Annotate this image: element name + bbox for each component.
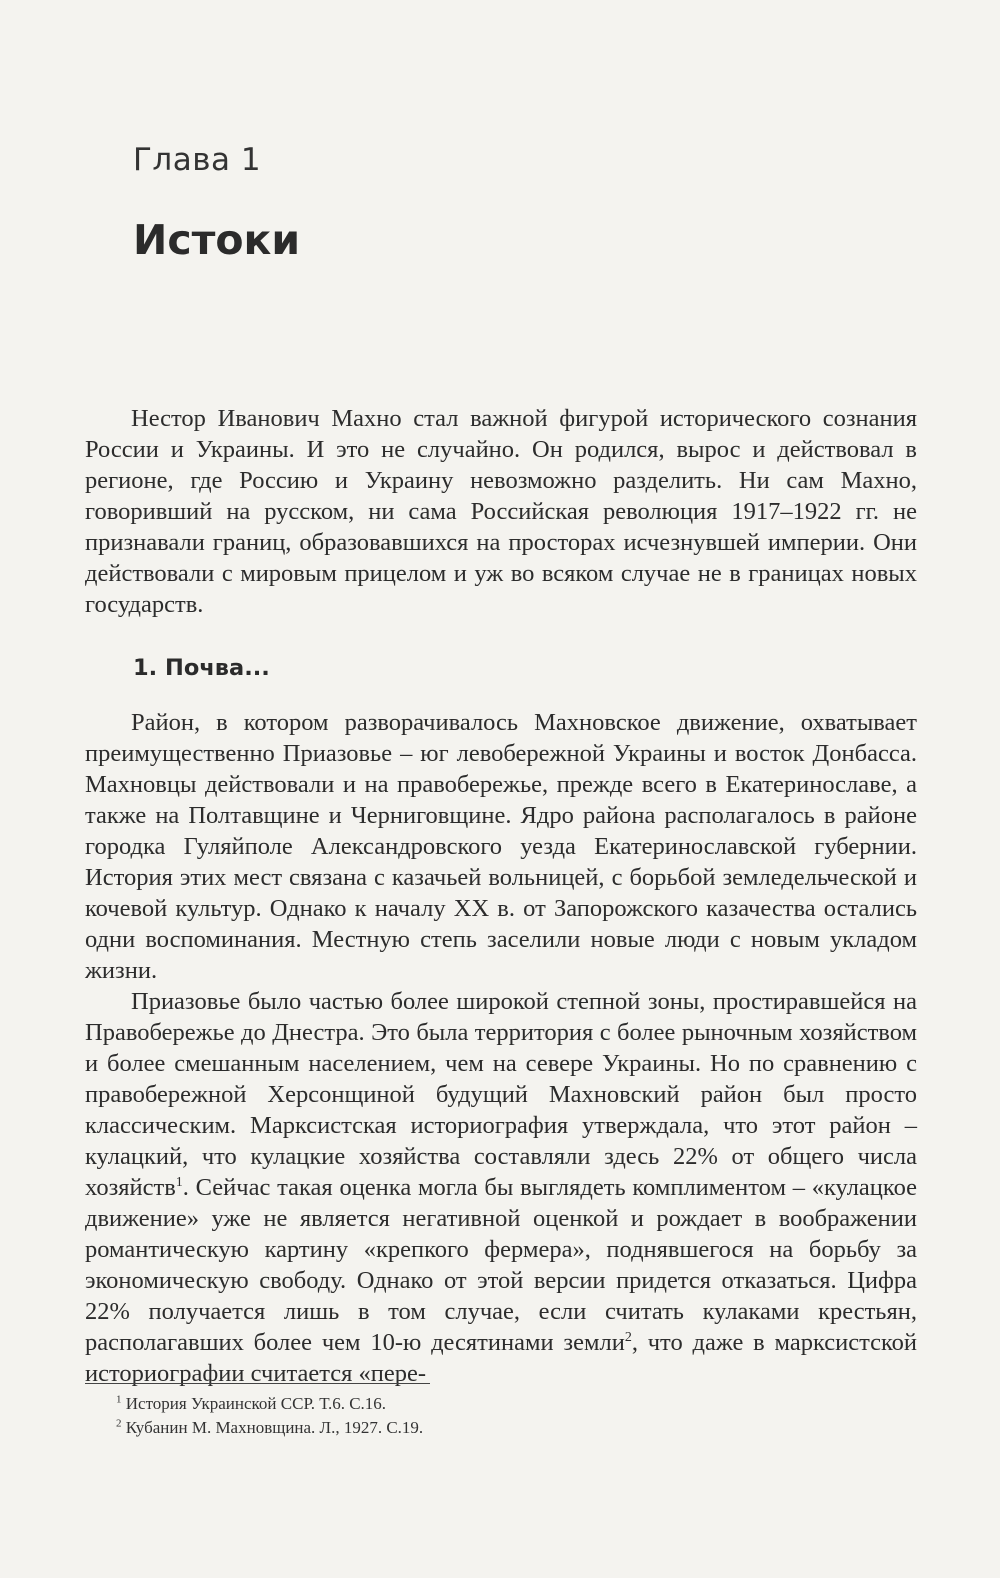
body-paragraph-2-part-a: Приазовье было частью более широкой степной зоны, простиравшейся на Правобережье до Днестра. Это была территория с более рыночным хозяйством и более смешанным населением, чем на севере Украины. Но по сравнению с правобережной Херсонщиной будущий Махновский район был просто классическим. Марксистская историография утверждала, что этот район – кулацкий, что кулацкие хозяйства составляли здесь 22% от общего числа хозяйств: [85, 988, 917, 1201]
footnote-divider: [85, 1383, 430, 1384]
footnote-text: Кубанин М. Махновщина. Л., 1927. С.19.: [125, 1418, 424, 1437]
body-paragraph-2-part-b: . Сейчас такая оценка могла бы выглядеть комплиментом – «кулацкое движение» уже не является негативной оценкой и рождает в воображении романтическую картину «крепкого фермера», поднявшегося на борьбу за экономическую свободу. Однако от этой версии придется отказаться. Цифра 22% получается лишь в том случае, если считать кулаками крестьян, располагавших более чем 10-ю десятинами земли: [85, 1174, 917, 1356]
intro-paragraph: Нестор Иванович Махно стал важной фигурой исторического сознания России и Украины. И это не случайно. Он родился, вырос и действовал в регионе, где Россию и Украину невозможно разделить. Ни сам Махно, говоривший на русском, ни сама Российская революция 1917–1922 гг. не признавали границ, образовавшихся на просторах исчезнувшей империи. Они действовали с мировым прицелом и уж во всяком случае не в границах новых государств.: [85, 405, 917, 618]
footnote-number: 2: [116, 1417, 122, 1430]
footnote-number: 1: [116, 1393, 122, 1406]
body-paragraph-2-part-c: , что даже в марксистской историографии считается «пере-: [85, 1329, 918, 1387]
section-heading: 1. Почва...: [133, 655, 270, 681]
body-paragraph-1: Район, в котором разворачивалось Махновское движение, охватывает преимущественно Приазовье – юг левобережной Украины и восток Донбасса. Махновцы действовали и на правобережье, прежде всего в Екатеринославе, а также на Полтавщине и Черниговщине. Ядро района располагалось в районе городка Гуляйполе Александровского уезда Екатеринославской губернии. История этих мест связана с казачьей вольницей, с борьбой земледельческой и кочевой культур. Однако к началу XX в. от Запорожского казачества остались одни воспоминания. Местную степь заселили новые люди с новым укладом жизни.: [85, 709, 917, 984]
section-body: [85, 707, 917, 1389]
footnote-ref-2: 2: [624, 1329, 632, 1345]
body-paragraph-2: [85, 986, 917, 1389]
footnote-2: [116, 1416, 423, 1440]
chapter-title: Истоки: [133, 216, 301, 264]
footnote-text: История Украинской ССР. Т.6. С.16.: [125, 1394, 387, 1413]
footnote-ref-1: 1: [175, 1174, 183, 1190]
footnote-1: [116, 1392, 423, 1416]
intro-text: [85, 403, 917, 620]
footnotes: [116, 1392, 423, 1440]
chapter-label: Глава 1: [133, 142, 262, 178]
